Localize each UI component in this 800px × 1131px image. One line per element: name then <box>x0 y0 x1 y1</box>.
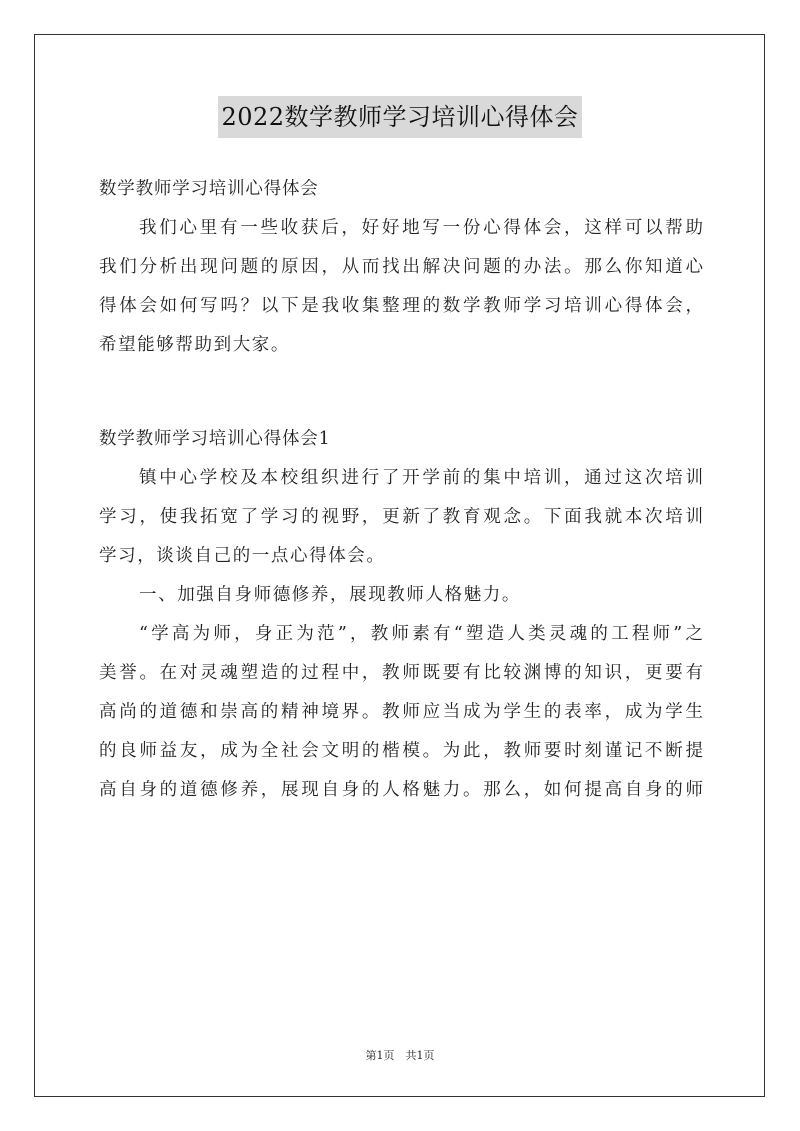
para1-line-2: 学习，使我拓宽了学习的视野，更新了教育观念。下面我就本次培训 <box>99 507 703 527</box>
para2-line-5: 高自身的道德修养，展现自身的人格魅力。那么，如何提高自身的师 <box>99 780 703 800</box>
page-footer: 第1页 共1页 <box>365 1049 435 1062</box>
para1-line-1: 镇中心学校及本校组织进行了开学前的集中培训，通过这次培训 <box>139 468 703 488</box>
paragraph-gap <box>99 365 703 420</box>
para2-line-3: 高尚的道德和崇高的精神境界。教师应当成为学生的表率，成为学生 <box>99 702 703 722</box>
subtitle: 数学教师学习培训心得体会 <box>99 179 319 199</box>
intro-line-1: 我们心里有一些收获后，好好地写一份心得体会，这样可以帮助 <box>139 218 703 238</box>
intro-line-4: 希望能够帮助到大家。 <box>99 335 290 355</box>
document-body <box>99 170 703 810</box>
intro-line-2: 我们分析出现问题的原因，从而找出解决问题的办法。那么你知道心 <box>99 257 703 277</box>
para2-line-2: 美誉。在对灵魂塑造的过程中，教师既要有比较渊博的知识，更要有 <box>99 663 703 683</box>
point-1-heading: 一、加强自身师德修养，展现教师人格魅力。 <box>139 585 521 605</box>
section-heading: 数学教师学习培训心得体会1 <box>99 429 331 449</box>
document-title: 2022数学教师学习培训心得体会 <box>218 96 581 138</box>
para2-line-4: 的良师益友，成为全社会文明的楷模。为此，教师要时刻谨记不断提 <box>99 741 703 761</box>
title-wrap <box>0 96 800 138</box>
para1-line-3: 学习，谈谈自己的一点心得体会。 <box>99 546 386 566</box>
para2-line-1: “学高为师，身正为范”，教师素有“塑造人类灵魂的工程师”之 <box>139 624 703 644</box>
intro-line-3: 得体会如何写吗？以下是我收集整理的数学教师学习培训心得体会， <box>99 296 703 316</box>
